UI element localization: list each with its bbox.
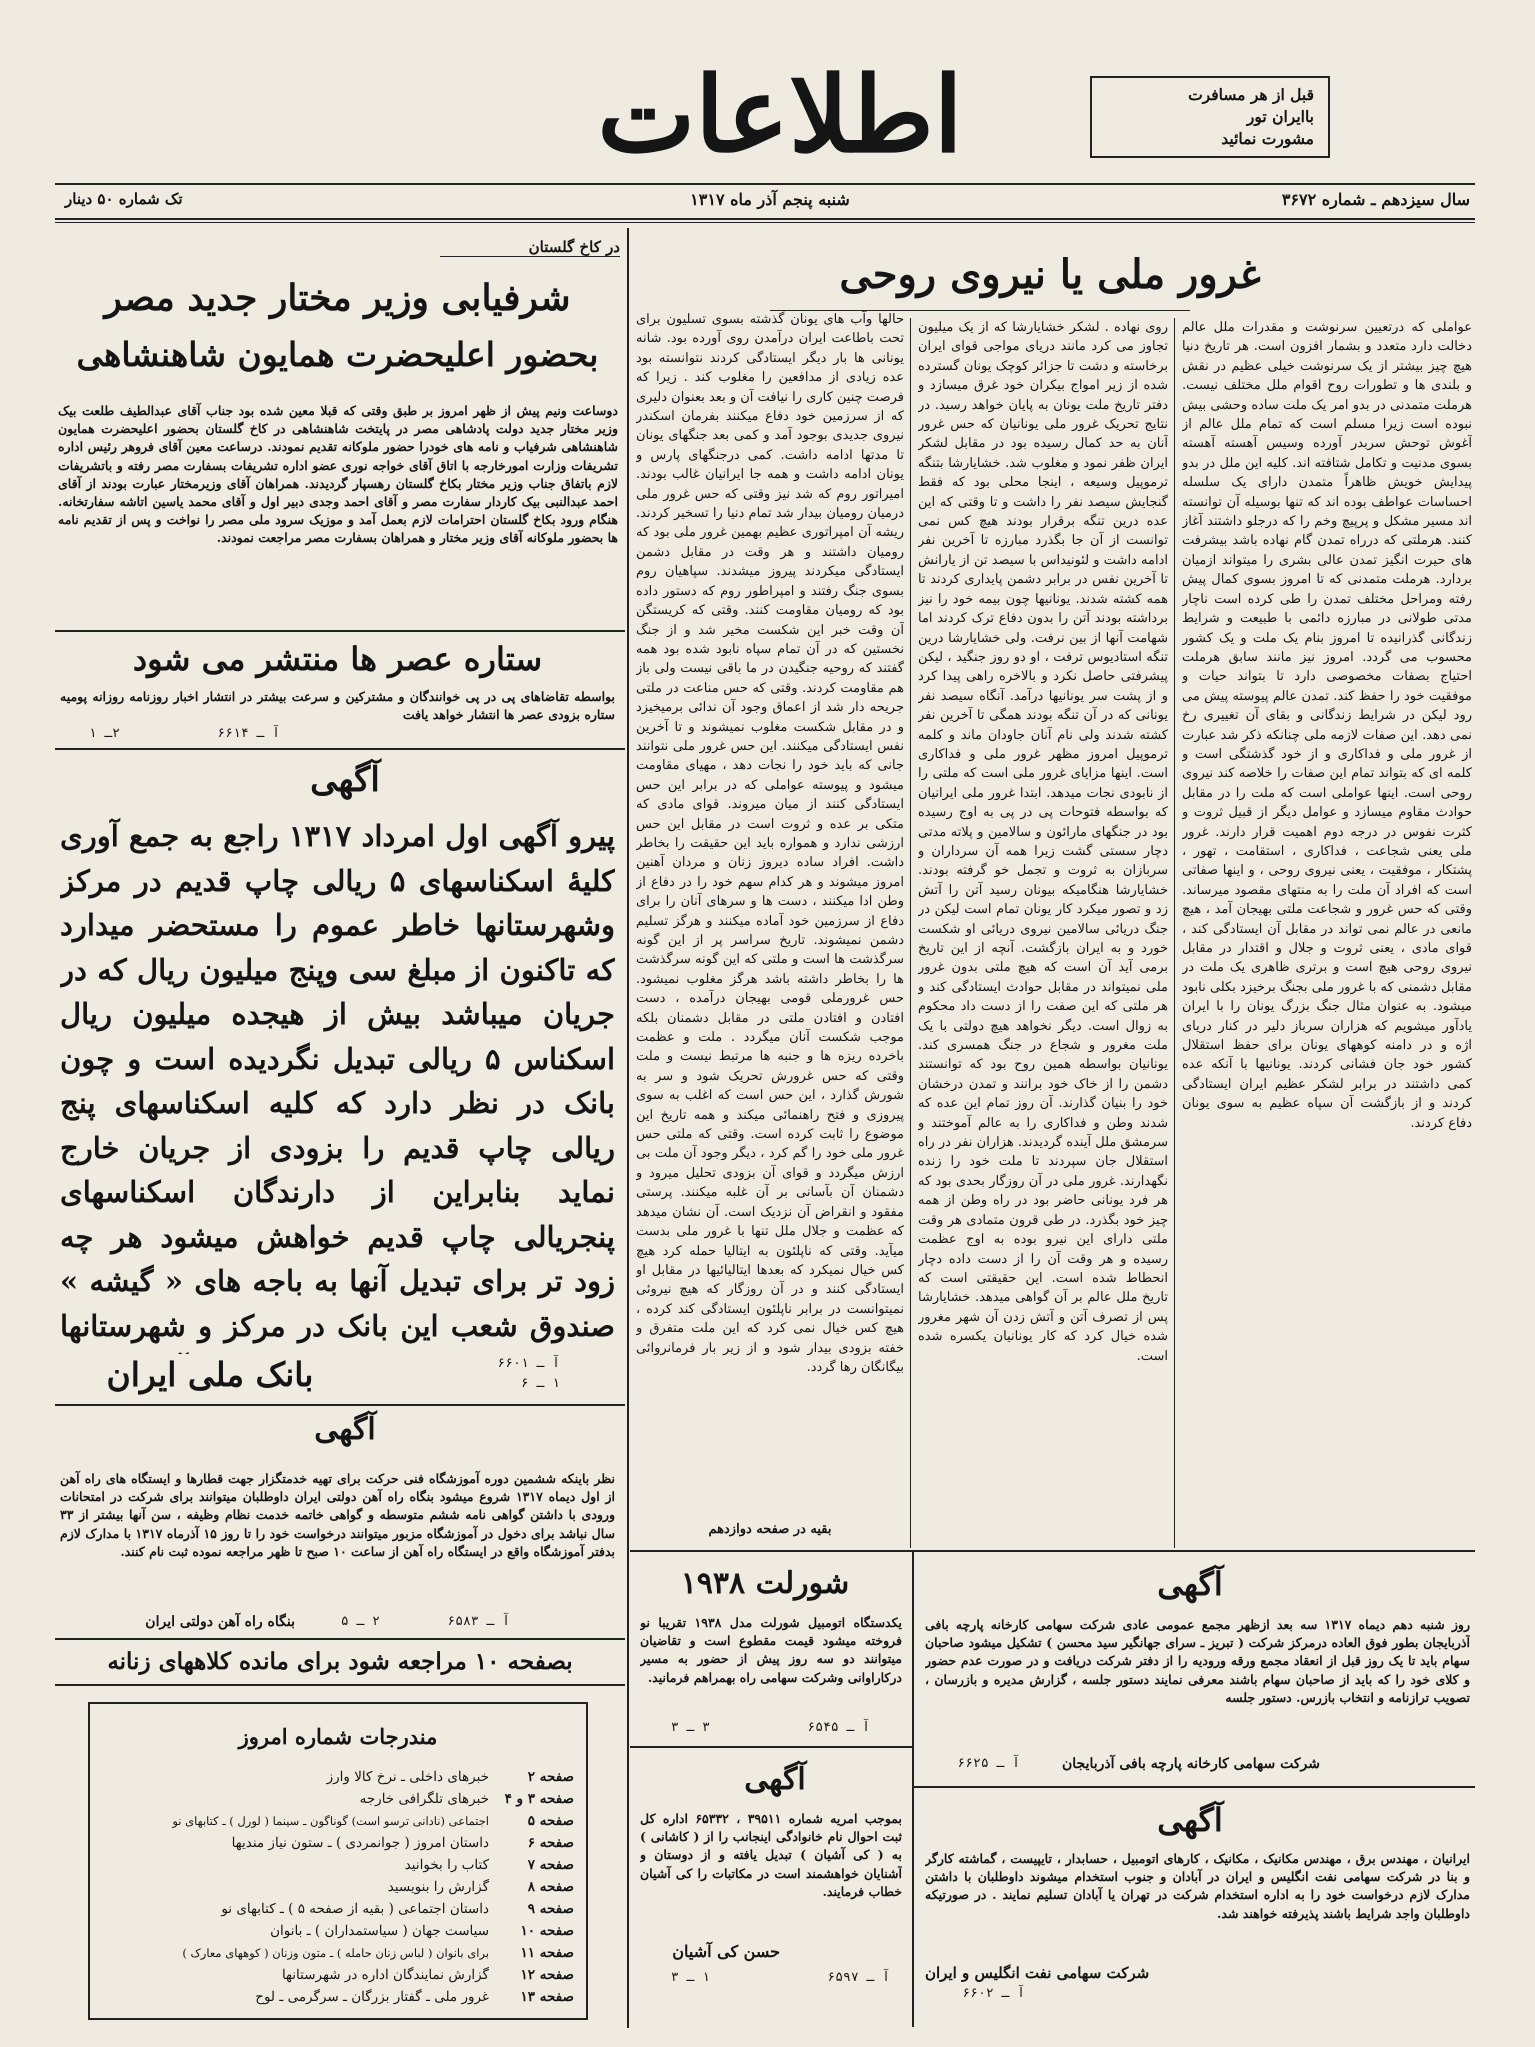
promo-line: قبل از هر مسافرت	[1188, 85, 1314, 104]
rail-notice-text: نظر باینکه ششمین دوره آموزشگاه فنی حرکت برای تهیه خدمتگزار جهت قطارها و ایستگاه های راه آهن از اول دیماه ۱۳۱۷ شروع میشود بنگاه راه آهن دولتی ایران داوطلبان میتوانند برای شرکت در امتحانات ورودی با داشتن گواهی نامه ششم متوسطه و گواهی خاتمه خدمت نظام وظیفه ، سن آنها بیشتر از ۳۳ سال نباشد برای دخول در آموزشگاه مزبور میتوانند درخواست خود را تا روز ۱۵ آذرماه ۱۳۱۷ با مدارک لازم بدفتر آموزشگاه واقع در ایستگاه راه آهن از ساعت ۱۰ صبح تا ظهر مراجعه نموده ثبت نام کنند.	[60, 1471, 615, 1559]
toc-row: صفحه ۱۳ غرور ملی ـ گفتار بزرگان ـ سرگرمی ـ لوح	[255, 1989, 574, 2005]
article-pride-col1: عواملی که درتعیین سرنوشت و مقدرات ملل عالم دخالت دارد متعدد و بشمار افزون است. هر تاریخ دنیا هیچ چیز بیشتر از یک سرنوشت خیلی عظیم در نقش و بلندی ها و تطورات روح اقوام ملل مختلف نیست. هرملت متمدنی در بدو امر یک ملت ساده وحشی بیش نبوده است زیرا مسلم است که تمام ملل عالم از آغوش توحش سربدر آورده وسیس آهسته آهسته بسوی مدنیت و تکامل شتافته اند. کلیه این ملل در بدو پیدایش خویش ظاهراً متمدن دارای یک سلسله احساسات عواطف بوده اند که تنها بوسیله آن توانسته اند مسیر مشکل و پرپیچ وخم را که درجلو داشتند آغاز کنند. هرملتی که درراه تمدن گام نهاده باشد بیشرفت های حیرت انگیز تمدن عالی بشری را میتواند ازمیان بردارد. هرملت متمدنی که تا امروز بسوی کمال پیش رفته ومراحل مختلف تمدن را طی کرده است ناچار مدتی طولانی در مبارزه دائمی با طبیعت و شرایط زندگانی گذرانیده تا امروز بنام یک ملت و یک کشور محسوب می گردد. امروز نیز مانند سابق هرملت احتیاج بصفات مخصوصی دارد تا بتواند حیات و موفقیت خود را حفظ کند. تمدن عالم پیوسته پیش می رود لیکن در شرایط زندگانی و بقای آن تغییری رخ نمی دهد. این صفات لازمه ملی چنانکه ذکر شد عبارت از غرور ملی و فداکاری و از خود گذشتگی است و کلمه ای که بتواند تمام این صفات را خلاصه کند نیروی روحی است. اینها عواملی است که ملت را در مقابل حوادث مقاوم میسازد و عوامل دیگر از قبیل ثروت و کثرت نفوس در درجه دوم اهمیت قرار دارند. غرور ملی یعنی شجاعت ، فداکاری ، استقامت ، تهور ، پشتکار ، موفقیت ، یعنی نیروی روحی ، و اینها صفاتی است که افراد آن ملت را به منتهای مقصود میرساند. وقتی که حس غرور و شجاعت ملتی بهیجان آمد ، هیچ مانعی در عالم نمی تواند در مقابل آن ایستادگی کند ، قوای مادی ، یعنی ثروت و جلال و اقتدار در مقابل نیروی روحی هیچ است و برتری ظاهری یک ملت در مقابل دشمنی که با غرور ملی بجنگ برخیزد بکلی نابود میشود. به عنوان مثال جنگ بزرگ یونان را با ایران یادآور میشویم که هزاران سرباز دلیر در کنار دریای اژه و در دامنه کوههای یونان برای حفظ استقلال کشور خود جان فشانی کردند. یونانیها با آنکه عده کمی داشتند در برابر لشکر عظیم ایران ایستادگی کردند و از بازگشت آن سپاه عظیم به سوی یونان دفاع کردند.	[1182, 320, 1472, 1131]
bank-notice-signature: بانک ملی ایران	[106, 1355, 314, 1394]
issue-number: سال سیزدهم ـ شماره ۳۶۷۲	[1281, 190, 1470, 209]
toc-row: صفحه ۱۰ سیاست جهان ( سیاستمداران ) ـ بانوان	[270, 1923, 574, 1939]
rail-notice-heading: آگهی	[314, 1412, 376, 1447]
envoy-headline-1: شرفیابی وزیر مختار جدید مصر	[104, 277, 571, 319]
article-pride-col2: روی نهاده . لشکر خشایارشا که از یک میلیون تجاوز می کرد مانند دریای مواجی قوای ایران برخاسته و دشت تا جزائر کوچک یونان گسترده شده از زیر امواج بیکران خود غرق میسازد و دفتر تاریخ ملت یونان به پایان خواهد رسید. در نتایج تحریک غرور ملی یونانیان که حس غرور آنان به حد کمال رسیده بود در مقابل لشکر ایران ظفر نمود و مغلوب شد. خشایارشا بتنگه ترموپیل وسیعه ، اینجا محلی بود که فقط گنجایش سیصد نفر را داشت و تا وقتی که این عده درین تنگه برقرار بودند هیچ کس نمی توانست از آن جا بگذرد مبارزه تا آخرین نفر ادامه داشت و لئونیداس با سیصد تن از یارانش تا آخرین نفس در برابر دشمن پایداری کردند تا همه کشته شدند. یونانیها چون بیمه خود را نیز برداشته بودند آتن را بدون دفاع ترک کردند اما شهامت آنها از بین نرفت. ولی خشایارشا درین تنگه استادیوس ترفت ، او دو روز جنگید ، لیکن پیشرفتی حاصل نکرد و بالاخره راهی پیدا کرد و از پشت سر یونانیها درآمد. آنگاه سیصد نفر یونانی که در آن تنگه بودند همگی تا آخرین نفر کشته شدند ولی نام آنان جاودان ماند و کلمه ترموپیل امروز مظهر غرور ملی و فداکاری است. اینها مزایای غرور ملی است که ملتی را از نابودی نجات میدهد. ابتدا غرور ملی ایرانیان که بواسطه فتوحات پی در پی به اوج رسیده بود در جنگهای مارائون و سالامین و پلاته مدتی دچار سستی گشت زیرا همه آن سرداران و سربازان به ثروت و تجمل خو گرفته بودند. خشایارشا هنگامیکه بیونان رسید آتن را آتش زد و تصور میکرد کار یونان تمام است لیکن در جنگ دریائی سالامین نیروی دریائی او شکست خورد و به ایران بازگشت. آنچه از این تاریخ برمی آید آن است که هیچ ملتی بدون غرور ملی نمیتواند در مقابل حوادث ایستادگی کند و هر ملتی که این صفت را از دست داد محکوم به زوال است. دیگر نخواهد هیچ دولتی با یک ملت مغرور و شجاع در جنگ همسری کند. یونانیان بواسطه همین روح بود که توانستند دشمن را از خاک خود برانند و تمدن درخشان خود را بنیان گذارند. آن روز تمام این عده که شدند وطن و فداکاری را به عالم آموختند و سرمشق ملل آینده گردیدند. هزاران نفر در راه استقلال جان سپردند تا ملت خود را زنده نگهدارند. غرور ملی در آن روزگار بحدی بود که هر فرد یونانی حاضر بود در راه وطن از همه چیز خود بگذرد. در طی قرون متمادی هر وقت ملتی دارای این نیرو بوده به اوج عظمت رسیده و هر وقت آن را از دست داده دچار انحطاط شده است. این حقیقتی است که تاریخ ملل عالم بر آن گواهی میدهد. خشایارشا پس از تصرف آتن و آتش زدن آن شهر مغرور شده خیال کرد که کار یونانیان یکسره شده است.	[918, 320, 1168, 1364]
toc-row: صفحه ۷ کتاب را بخوانید	[404, 1857, 574, 1873]
kashaniyan-code: آ ـ ۶۵۹۷	[827, 1970, 890, 1985]
envoy-kicker: در کاخ گلستان	[440, 238, 620, 257]
setareh-headline: ستاره عصر ها منتشر می شود	[132, 640, 543, 678]
promo-line: باایران تور	[1246, 107, 1314, 126]
toc-row: صفحه ۱۱ برای بانوان ( لباس زنان حامله ) ـ متون وزنان ( کوههای معارک )	[182, 1945, 574, 1961]
textile-text: روز شنبه دهم دیماه ۱۳۱۷ سه بعد ازظهر مجمع عمومی عادی شرکت سهامی کارخانه پارچه بافی آذربایجان بطور فوق العاده درمرکز شرکت ( تبریز ـ سرای جهانگیر سید محسن ) تشکیل میشود صاحبان سهام باید تا یک روز قبل از انعقاد مجمع ورقه ورودیه را از دفتر شرکت دریافت و در صورت عدم حضور و کلای خود را که باید از صاحبان سهام باشند معرفی نمایند دستور جلسه ، گزارش مدیره و بازرسان ، تصویب ترازنامه و انتخاب بازرس. دستور جلسه	[925, 1617, 1470, 1705]
masthead-title: اطلاعات	[597, 53, 963, 176]
oil-text: ایرانیان ، مهندس برق ، مهندس مکانیک ، مکانیک ، کارهای اتومبیل ، حسابدار ، تایپیست ، گماشته کارگر و بنا در شرکت سهامی نفت انگلیس و ایران در آبادان و جنوب استخدام میشوند داوطلبان با داشتن مدارک لازم درخواست خود را به اداره استخدام شرکت در تهران یا آبادان تسلیم نمایند . در صورتیکه داوطلبان واجد شرایط باشند پذیرفته خواهند شد.	[925, 1851, 1470, 1921]
textile-heading: آگهی	[1157, 1565, 1223, 1603]
setareh-code-2: ۲ـ ۱	[88, 726, 120, 741]
setareh-code: آ ـ ۶۶۱۴	[217, 726, 280, 741]
article-pride-continued: بقیه در صفحه دوازدهم	[636, 1522, 904, 1537]
chevrolet-text: یکدستگاه اتومبیل شورلت مدل ۱۹۳۸ تقریبا نو فروخته میشود قیمت مقطوع است و تقاضیان میتوانند دو سه روز پیش از حضور به مسیر درکاراوانی وشرکت سهامی راه بهمراهم فرمانید.	[640, 1615, 902, 1685]
toc-row: صفحه ۱۲ گزارش نمایندگان اداره در شهرستانها	[281, 1967, 574, 1983]
bank-notice-code-2: ۱ ـ ۶	[520, 1376, 560, 1391]
toc-row: صفحه ۸ گزارش را بنویسید	[387, 1879, 574, 1895]
article-pride-title: غرور ملی یا نیروی روحی	[839, 251, 1261, 298]
rail-notice-code-2: ۲ ـ ۵	[340, 1614, 380, 1629]
textile-code: آ ـ ۶۶۲۵	[957, 1756, 1020, 1771]
chevrolet-code: آ ـ ۶۵۴۵	[807, 1720, 870, 1735]
toc-row: صفحه ۲ خبرهای داخلی ـ نرخ کالا وارز	[326, 1769, 574, 1785]
promo-line: مشورت نمائید	[1221, 129, 1314, 148]
promo-box	[1090, 76, 1330, 158]
oil-signature: شرکت سهامی نفت انگلیس و ایران	[925, 1964, 1150, 1982]
kashaniyan-text: بموجب امریه شماره ۳۹۵۱۱ ، ۶۵۳۳۲ اداره کل ثبت احوال نام خانوادگی اینجانب را از ( کاشانی ) به ( کی آشیان ) تبدیل یافته و از دوستان و آشنایان خواهشمند است در مکاتبات را کی آشیان خطاب فرمایند.	[640, 1811, 902, 1899]
oil-code: آ ـ ۶۶۰۲	[962, 1986, 1025, 2001]
envoy-headline-2: بحضور اعلیحضرت همایون شاهنشاهی	[76, 335, 599, 374]
bank-notice-code: آ ـ ۶۶۰۱	[497, 1356, 560, 1371]
setareh-text: بواسطه تقاضاهای پی در پی خوانندگان و مشترکین و سرعت بیشتر در انتشار اخبار روزنامه روزانه پومیه ستاره بزودی عصر ها انتشار خواهد یافت	[60, 689, 615, 723]
textile-signature: شرکت سهامی کارخانه پارچه بافی آذربایجان	[1061, 1756, 1320, 1772]
kashaniyan-signature: حسن کی آشیان	[672, 1942, 780, 1961]
kashaniyan-heading: آگهی	[744, 1762, 806, 1797]
oil-heading: آگهی	[1157, 1801, 1223, 1839]
rail-notice-code: آ ـ ۶۵۸۳	[447, 1614, 510, 1629]
toc-row: صفحه ۵ اجتماعی (نادانی ترسو است) گوناگون ـ سینما ( لورل ) ـ کتابهای نو	[172, 1813, 574, 1829]
issue-date: شنبه پنجم آذر ماه ۱۳۱۷	[690, 190, 850, 209]
chevrolet-code-2: ۳ ـ ۳	[670, 1720, 710, 1735]
envoy-text: دوساعت ونیم پیش از ظهر امروز بر طبق وقتی که قبلا معین شده بود جناب آقای عبدالطیف طلعت بیک وزیر مختار جدید دولت پادشاهی مصر در پایتخت شاهنشاهی در کاخ گلستان بحضور اعلیحضرت همایون شاهنشاهی شرفیاب و نامه های خودرا حضور ملوکانه تقدیم نمودند. درساعت معین آقای فروهر رئیس اداره تشریفات وزارت امورخارجه با اتاق آقای خواجه نوری عضو اداره تشریفات بسفارت مصر رفته و باتشریفات لازم باتفاق جناب وزیر مختار بکاخ گلستان رهسپار گردیدند. همراهان آقای وزیرمختار عبارت بودند از آقای احمد عبدالنبی بیک کاردار سفارت مصر و آقای احمد وجدی دبیر اول و آقای محمد یاسین اتاشه سفارتخانه. هنگام ورود بکاخ گلستان احترامات لازم بعمل آمد و موزیک سرود ملی مصر را نواخت و پس از تقدیم نامه ها بحضور ملوکانه آقای وزیر مختار و همراهان بسفارت مصر مراجعت نمودند.	[58, 403, 618, 546]
bank-notice-heading: آگهی	[310, 760, 380, 800]
chevrolet-headline: شورلت ۱۹۳۸	[680, 1566, 850, 1601]
issue-price: تک شماره ۵۰ دینار	[65, 190, 183, 208]
article-pride-col3: حالها وآب های یونان گذشته بسوی تسلیون برای تحت باطاعت ایران درآمدن روی آورده بود. شانه یونانی ها بار دیگر ایستادگی کردند نتوانسته بود عده زیادی از مدافعین را مغلوب کند . زیرا که فرصت چنین کاری را نیافت آن و بعد بعنوان دلیری که از سرزمین خود دفاع میکنند بفرمان اسکندر نیروی جدیدی بوجود آمد و کمی بعد جنگهای یونان تا مدتها ادامه داشت. کمی درجنگهای پارس و یونان ادامه داشت و همه جا ایرانیان غالب بودند. امیراتور روم که شد نیز وقتی که حس غرور ملی درمیان رومیان بیدار شد تمام دنیا را تسخیر کردند. ریشه آن امپراتوری عظیم بهمین غرور ملی بود که رومیان داشتند و هر وقت در مقابل دشمن ایستادگی میکردند پیروز میشدند. سپاهیان روم بسوی جنگ رفتند و امپراطور روم که دستور داده بود که رومیان مقاومت کنند. وقتی که کریستگن آن وقت خبر این شکست مخیر شد و از جنگ نخستین که در آن تمام سپاه نابود شده بود همه گفتند که روحیه جنگیدن در ما باقی نیست ولی باز هم مقاومت کردند. وقتی که حس مناعت در ملتی جریحه دار شد از اعماق وجود آن ندائی برمیخیزد و در مقابل شکست مغلوب نمیشوند و تا آخرین نفس ایستادگی میکنند. این حس غرور ملی نتوانند جانی که باید خود را نجات دهد ، مهیای مقاومت میشود و پیوسته عواملی که در برابر این حس ایستادگی کنند از میان میروند. قوای مادی که متکی بر عده و ثروت است در مقابل این حس ارزشی ندارد و همواره باید این حقیقت را بخاطر داشت. افراد ساده دیروز زنان و مردان آهنین امروز میشوند و هر کدام سهم خود را در دفاع از وطن ادا میکنند ، دست ها و سرهای آنان را برای دفاع از سرزمین خود آماده میکنند و هرگز تسلیم دشمن نمیشوند. تاریخ سراسر پر از این گونه سرگذشت ها است و ملتی که این گونه سرگذشت ها را بخاطر داشته باشد هرگز مغلوب نمیشود. حس غرورملی قومی بهیجان درآمده ، دست افتادن و افتادن ملتی در مقابل دشمنان بلکه موجب شکست آنان میگردد . ملت و عظمت باخرده ریزه ها و جنبه ها مرتبط نیست و ملت وقتی که حس غرورش تحریک شود و سر به شورش گذارد ، این حس است که اغلب به سوی پیروزی و فتح راهنمائی میکند و همه تاریخ این موضوع را ثابت کرده است. وقتی که ملتی حس غرور ملی خود را گم کرد ، دیگر وجود آن ملت بی ارزش میگردد و قوای آن بزودی تحلیل میرود و دشمنان آن بآسانی بر آن غلبه میکنند. پرستی مفقود و انقراض آن نزدیک است. آن نشان میدهد که عظمت و جلال ملل تنها با غرور ملی بدست میآید. وقتی که ناپلئون به ایتالیا حمله کرد هیچ کس خیال نمیکرد که بعدها ایتالیائیها در مقابل او ایستادگی کنند و در آن روزگار که هیچ نیروئی نمیتوانست در برابر ناپلئون ایستادگی کند کرده ، هیچ کس خیال نمی کرد که این ملت متفرق و خفته بزودی بیدار شود و از زیر بار فرمانروائی بیگانگان رها گردد.	[636, 312, 904, 1375]
toc-row: صفحه ۹ داستان اجتماعی ( بقیه از صفحه ۵ ) ـ کتابهای نو	[221, 1901, 574, 1917]
toc-row: صفحه ۳ و ۴ خبرهای تلگرافی خارجه	[359, 1791, 574, 1807]
hats-banner: بصفحه ۱۰ مراجعه شود برای مانده کلاههای زنانه	[107, 1648, 573, 1675]
bank-notice-text: پیرو آگهی اول امرداد ۱۳۱۷ راجع به جمع آوری کلیهٔ اسکناسهای ۵ ریالی چاپ قدیم در مرکز وشهرستانها خاطر عموم را مستحضر میدارد که تاکنون از مبلغ سی وپنج میلیون ریال که در جریان میباشد بیش از هیجده میلیون ریال اسکناس ۵ ریالی تبدیل نگردیده است و چون بانک در نظر دارد که کلیه اسکناسهای پنج ریالی چاپ قدیم را بزودی از جریان خارج نماید بنابراین از دارندگان اسکناسهای پنجریالی چاپ قدیم خواهش میشود هر چه زود تر برای تبدیل آنها به باجه های « گیشه » صندوق شعب این بانک در مرکز و شهرستانها	[60, 819, 615, 1343]
toc-list	[104, 1766, 574, 2008]
toc-row: صفحه ۶ داستان امروز ( جوانمردی ) ـ ستون نیاز مندیها	[231, 1835, 574, 1851]
toc-title: مندرجات شماره امروز	[238, 1724, 438, 1749]
kashaniyan-code-2: ۱ ـ ۳	[670, 1970, 710, 1985]
rail-notice-signature: بنگاه راه آهن دولتی ایران	[145, 1614, 295, 1630]
